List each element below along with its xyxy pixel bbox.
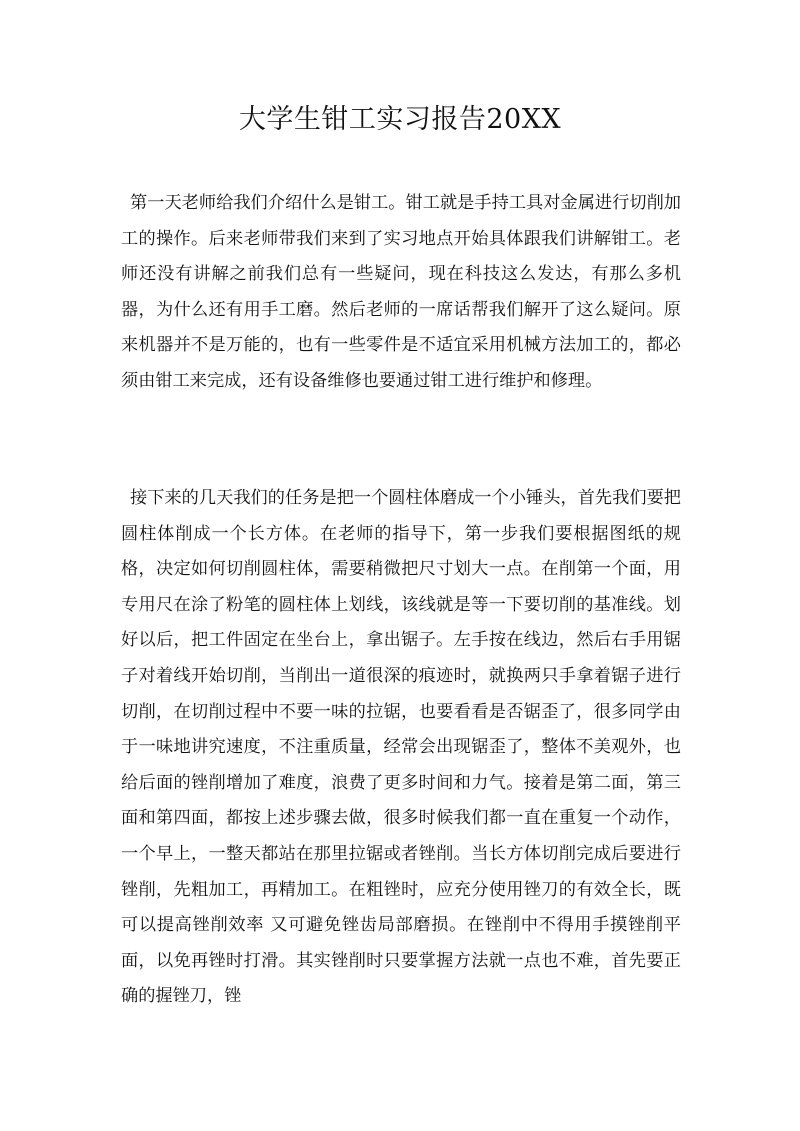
paragraph-hammer-task: 接下来的几天我们的任务是把一个圆柱体磨成一个小锤头，首先我们要把圆柱体削成一个长方体。在老师的指导下，第一步我们要根据图纸的规格，决定如何切削圆柱体，需要稍微把尺寸划大一点。在削第一个面，用专用尺在涂了粉笔的圆柱体上划线，该线就是等一下要切削的基准线。划好以后，把工件固定在坐台上，拿出锯子。左手按在线边，然后右手用锯子对着线开始切削，当削出一道很深的痕迹时，就换两只手拿着锯子进行切削，在切削过程中不要一味的拉锯，也要看看是否锯歪了，很多同学由于一味地讲究速度，不注重质量，经常会出现锯歪了，整体不美观外，也给后面的锉削增加了难度，浪费了更多时间和力气。接着是第二面，第三面和第四面，都按上述步骤去做，很多时候我们都一直在重复一个动作，一个早上，一整天都站在那里拉锯或者锉削。当长方体切削完成后要进行锉削，先粗加工，再精加工。在粗锉时，应充分使用锉刀的有效全长，既可以提高锉削效率 又可避免锉齿局部磨损。在锉削中不得用手摸锉削平面，以免再锉时打滑。其实锉削时只要掌握方法就一点也不难，首先要正确的握锉刀，锉 [121,488,681,1007]
paragraph-first-day: 第一天老师给我们介绍什么是钳工。钳工就是手持工具对金属进行切削加工的操作。后来老师带我们来到了实习地点开始具体跟我们讲解钳工。老师还没有讲解之前我们总有一些疑问，现在科技这么发达，有那么多机器，为什么还有用手工磨。然后老师的一席话帮我们解开了这么疑问。原来机器并不是万能的，也有一些零件是不适宜采用机械方法加工的，都必须由钳工来完成，还有设备维修也要通过钳工进行维护和修理。 [121,193,681,391]
document-title: 大学生钳工实习报告20XX [238,104,562,135]
